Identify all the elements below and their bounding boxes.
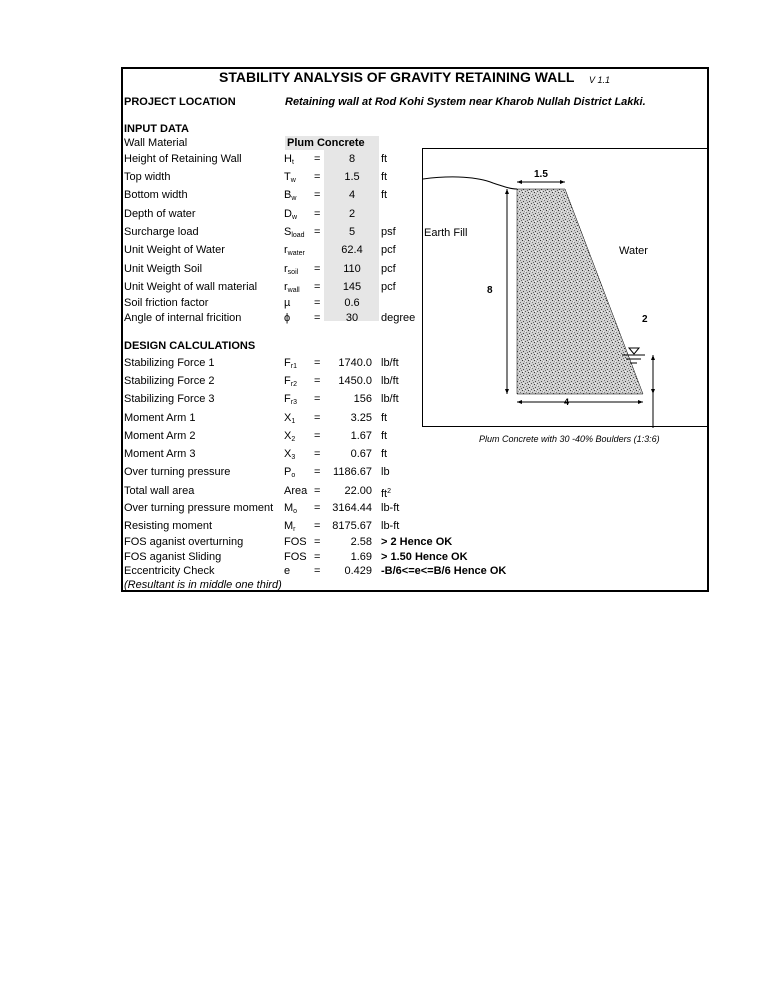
row-equals: =: [314, 536, 321, 548]
row-label: Bottom width: [124, 189, 188, 201]
symbol-base: F: [284, 393, 291, 405]
row-unit: [381, 502, 399, 515]
symbol-subscript: r3: [290, 399, 297, 406]
row-equals: =: [314, 430, 321, 442]
bottom-width-label: 4: [564, 397, 570, 407]
unit-superscript: 2: [387, 488, 392, 495]
row-equals: =: [314, 375, 321, 387]
row-value: 0.67: [350, 448, 372, 460]
row-equals: =: [314, 171, 321, 183]
symbol-base: µ: [284, 297, 291, 309]
row-symbol: [284, 485, 307, 498]
unit-text: lb/ft: [381, 375, 399, 387]
water-level-icon: [629, 348, 639, 354]
row-symbol: [284, 189, 296, 205]
symbol-base: M: [284, 502, 294, 514]
row-value: 8175.67: [332, 520, 372, 532]
symbol-base: ϕ: [284, 312, 291, 324]
earth-fill-label: Earth Fill: [424, 227, 468, 239]
row-symbol: [284, 375, 297, 391]
design-calculations-heading: DESIGN CALCULATIONS: [124, 340, 256, 352]
symbol-base: r: [284, 244, 288, 256]
symbol-base: S: [284, 226, 292, 238]
symbol-subscript: o: [291, 472, 296, 479]
row-symbol: [284, 297, 290, 310]
row-unit: [381, 565, 506, 578]
row-value: 1186.67: [333, 466, 372, 478]
row-symbol: [284, 171, 296, 187]
row-equals: =: [314, 448, 321, 460]
row-symbol: [284, 393, 297, 409]
row-value: 1740.0: [338, 357, 372, 369]
row-unit: [381, 226, 396, 239]
row-label: Total wall area: [124, 485, 195, 497]
unit-text: lb-ft: [381, 520, 400, 532]
unit-text: lb/ft: [381, 357, 399, 369]
row-label: Height of Retaining Wall: [124, 153, 242, 165]
symbol-base: B: [284, 189, 292, 201]
figure-caption: Plum Concrete with 30 -40% Boulders (1:3:6): [479, 434, 660, 444]
row-symbol: [284, 412, 295, 428]
row-unit: [381, 466, 390, 479]
row-value: 8: [348, 153, 356, 165]
symbol-base: P: [284, 466, 292, 478]
row-equals: =: [314, 466, 321, 478]
row-symbol: [284, 448, 295, 464]
sheet-title: STABILITY ANALYSIS OF GRAVITY RETAINING WALL: [219, 69, 575, 85]
row-value: 2.58: [350, 536, 372, 548]
row-value: 3.25: [350, 412, 372, 424]
row-unit: [381, 153, 387, 166]
row-equals: =: [314, 551, 321, 563]
row-value: 62.4: [341, 244, 363, 256]
symbol-subscript: w: [290, 177, 296, 184]
row-symbol: [284, 281, 300, 297]
row-equals: =: [314, 281, 321, 293]
symbol-base: X: [284, 430, 292, 442]
row-label: Stabilizing Force 2: [124, 375, 215, 387]
unit-text: ft: [381, 430, 388, 442]
symbol-subscript: w: [291, 214, 298, 221]
row-label: Unit Weight of Water: [124, 244, 225, 256]
row-symbol: [284, 502, 297, 518]
row-label: Surcharge load: [124, 226, 199, 238]
row-value: 1450.0: [338, 375, 372, 387]
unit-text: psf: [381, 226, 396, 238]
row-symbol: [284, 357, 297, 373]
row-label: Soil friction factor: [124, 297, 209, 309]
symbol-subscript: 2: [291, 436, 296, 443]
row-value: 156: [353, 393, 372, 405]
symbol-subscript: w: [291, 195, 297, 202]
unit-text: ft: [381, 488, 388, 500]
row-unit: [381, 244, 396, 257]
row-unit: [381, 448, 387, 461]
row-value: 0.6: [344, 297, 360, 309]
row-value: 1.67: [350, 430, 372, 442]
row-label: Resisting moment: [124, 520, 213, 532]
row-value: 3164.44: [332, 502, 372, 514]
symbol-subscript: water: [287, 250, 305, 257]
row-symbol: [284, 536, 307, 549]
row-equals: =: [314, 565, 321, 577]
symbol-subscript: 1: [291, 418, 296, 425]
row-equals: =: [314, 520, 321, 532]
symbol-base: r: [284, 263, 288, 275]
row-value: 145: [342, 281, 362, 293]
symbol-base: H: [284, 153, 292, 165]
row-symbol: [284, 565, 290, 578]
row-symbol: [284, 244, 305, 260]
symbol-base: F: [284, 357, 291, 369]
unit-text: ft: [381, 448, 388, 460]
unit-text: -B/6<=e<=B/6 Hence OK: [381, 565, 507, 577]
row-value: 1.5: [344, 171, 360, 183]
symbol-subscript: 3: [291, 454, 296, 461]
wall-material-label: Wall Material: [124, 137, 188, 149]
symbol-subscript: r1: [290, 363, 297, 370]
symbol-subscript: r2: [290, 381, 297, 388]
unit-text: > 2 Hence OK: [381, 536, 453, 548]
row-label: Stabilizing Force 1: [124, 357, 215, 369]
project-location-label: PROJECT LOCATION: [124, 96, 236, 108]
unit-text: ft: [381, 412, 388, 424]
unit-text: lb: [381, 466, 390, 478]
unit-text: degree: [381, 312, 416, 324]
calculation-sheet: [121, 67, 709, 592]
row-symbol: [284, 208, 297, 224]
top-width-label: 1.5: [534, 169, 548, 180]
unit-text: pcf: [381, 281, 396, 293]
symbol-base: T: [284, 171, 291, 183]
row-equals: =: [314, 189, 321, 201]
wall-body: [517, 189, 643, 394]
symbol-base: e: [284, 565, 291, 577]
project-location-value: Retaining wall at Rod Kohi System near Kharob Nullah District Lakki.: [285, 96, 646, 108]
row-unit: [381, 551, 468, 564]
row-equals: =: [314, 357, 321, 369]
symbol-base: r: [284, 281, 288, 293]
row-equals: =: [314, 393, 321, 405]
row-equals: =: [314, 297, 321, 309]
earth-fill-surface: [423, 177, 517, 189]
symbol-base: FOS: [284, 551, 307, 563]
symbol-subscript: t: [291, 159, 294, 166]
row-label: Over turning pressure: [124, 466, 231, 478]
row-label: Moment Arm 2: [124, 430, 196, 442]
row-label: Unit Weigth Soil: [124, 263, 203, 275]
row-label: Moment Arm 1: [124, 412, 196, 424]
unit-text: ft: [381, 189, 388, 201]
symbol-base: Area: [284, 485, 308, 497]
unit-text: lb-ft: [381, 502, 400, 514]
row-value: 2: [348, 208, 356, 220]
symbol-base: F: [284, 375, 291, 387]
row-label: FOS aganist Sliding: [124, 551, 222, 563]
row-value: 22.00: [344, 485, 372, 497]
symbol-subscript: o: [293, 508, 298, 515]
row-label: Top width: [124, 171, 171, 183]
symbol-subscript: r: [293, 526, 296, 533]
height-label: 8: [487, 285, 493, 296]
row-label: Stabilizing Force 3: [124, 393, 215, 405]
retaining-wall-figure: [422, 148, 709, 427]
row-unit: [381, 520, 399, 533]
row-unit: [381, 430, 387, 443]
unit-text: pcf: [381, 263, 396, 275]
unit-text: ft: [381, 171, 388, 183]
row-unit: [381, 263, 396, 276]
row-symbol: [284, 312, 290, 325]
symbol-subscript: load: [291, 232, 305, 239]
water-label: Water: [619, 245, 648, 257]
row-equals: =: [314, 153, 321, 165]
row-equals: =: [314, 412, 321, 424]
row-unit: [381, 171, 387, 184]
row-label: Over turning pressure moment: [124, 502, 274, 514]
row-symbol: [284, 466, 295, 482]
row-label: FOS aganist overturning: [124, 536, 244, 548]
row-symbol: [284, 551, 307, 564]
row-value: 1.69: [350, 551, 372, 563]
row-equals: =: [314, 208, 321, 220]
row-unit: [381, 375, 399, 388]
symbol-base: X: [284, 412, 292, 424]
symbol-base: D: [284, 208, 292, 220]
row-value: 4: [348, 189, 356, 201]
wall-material-value: Plum Concrete: [287, 137, 365, 149]
row-unit: [381, 485, 391, 501]
row-symbol: [284, 520, 296, 536]
row-value: 110: [343, 263, 361, 275]
unit-text: > 1.50 Hence OK: [381, 551, 468, 563]
row-label: Depth of water: [124, 208, 196, 220]
row-equals: =: [314, 226, 321, 238]
row-symbol: [284, 226, 305, 242]
row-equals: =: [314, 312, 321, 324]
row-unit: [381, 412, 387, 425]
input-data-heading: INPUT DATA: [124, 123, 189, 135]
symbol-base: M: [284, 520, 294, 532]
row-value: 30: [345, 312, 359, 324]
row-label: Eccentricity Check: [124, 565, 215, 577]
row-label: Moment Arm 3: [124, 448, 196, 460]
row-symbol: [284, 153, 294, 169]
row-value: 5: [348, 226, 356, 238]
row-unit: [381, 312, 415, 325]
unit-text: ft: [381, 153, 388, 165]
row-unit: [381, 357, 399, 370]
row-unit: [381, 189, 387, 202]
water-depth-label: 2: [642, 314, 648, 325]
row-value: 0.429: [344, 565, 372, 577]
unit-text: pcf: [381, 244, 396, 256]
row-unit: [381, 536, 452, 549]
resultant-note: (Resultant is in middle one third): [124, 579, 282, 591]
unit-text: lb/ft: [381, 393, 399, 405]
symbol-base: FOS: [284, 536, 307, 548]
row-unit: [381, 281, 396, 294]
row-symbol: [284, 430, 295, 446]
wall-section-drawing: [423, 149, 710, 428]
row-symbol: [284, 263, 298, 279]
row-equals: =: [314, 263, 321, 275]
row-equals: =: [314, 485, 321, 497]
row-unit: [381, 393, 399, 406]
symbol-subscript: wall: [287, 287, 300, 294]
row-label: Angle of internal fricition: [124, 312, 242, 324]
symbol-subscript: soil: [287, 269, 299, 276]
row-label: Unit Weight of wall material: [124, 281, 258, 293]
version-label: V 1.1: [589, 75, 611, 85]
row-equals: =: [314, 502, 321, 514]
symbol-base: X: [284, 448, 292, 460]
